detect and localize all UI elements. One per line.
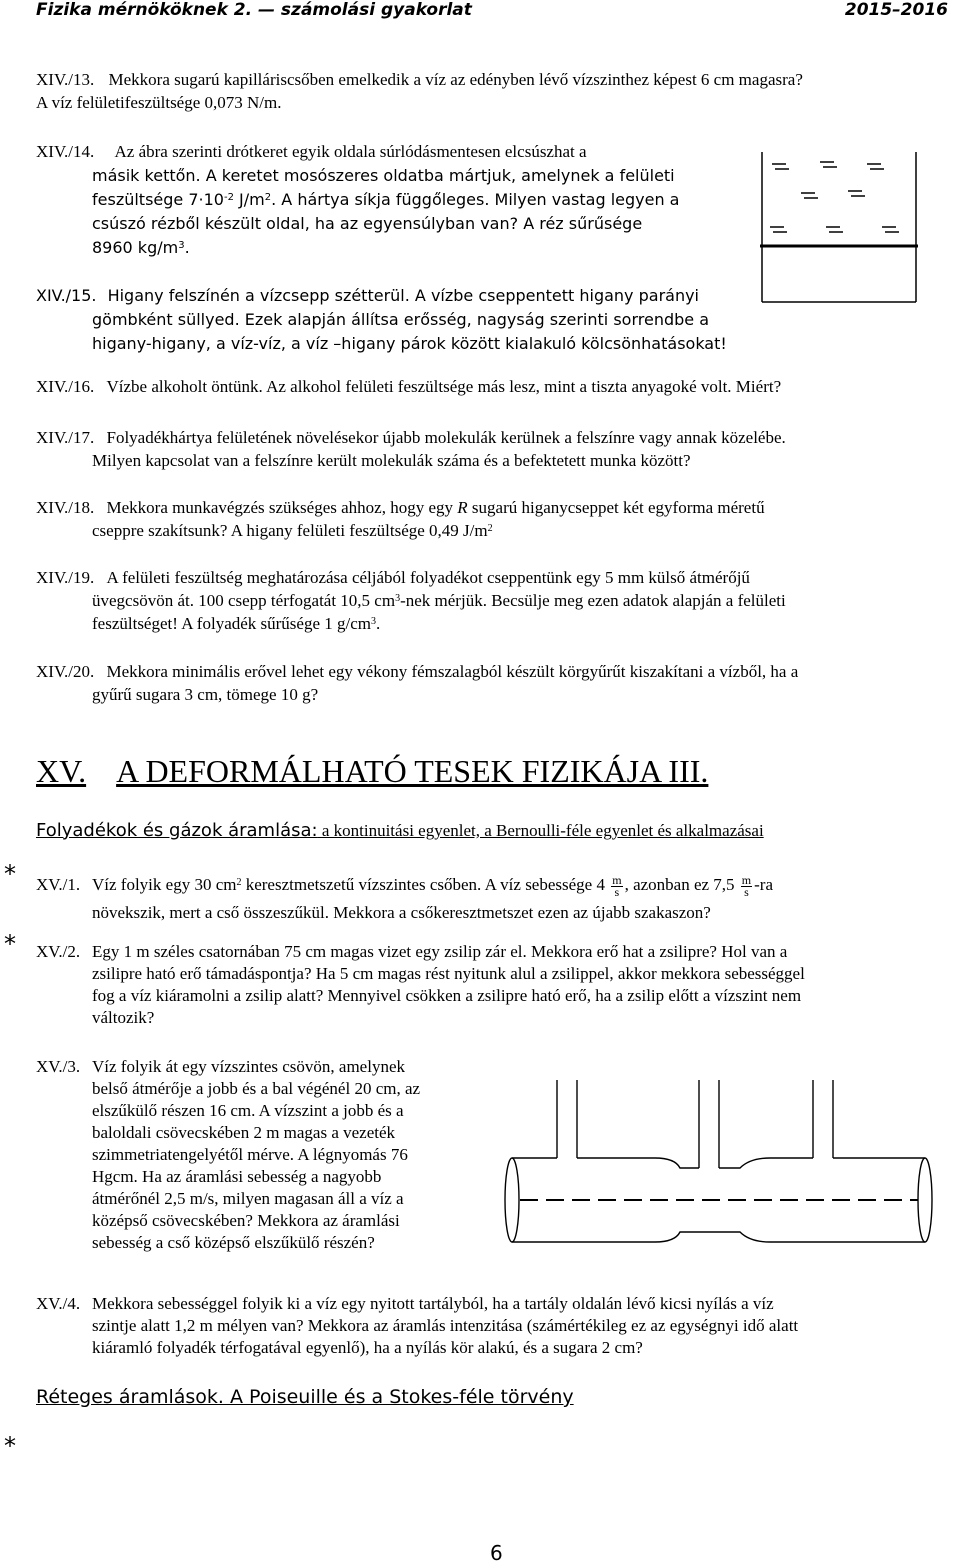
soap-film-marks xyxy=(770,162,899,232)
problem-number: XV./1. xyxy=(36,875,81,894)
problem-text: sebesség a cső középső elszűkülő részén? xyxy=(92,1233,375,1252)
problem-number: XIV./14. xyxy=(36,142,95,161)
problem-text: átmérőnél 2,5 m/s, milyen magasan áll a víz a xyxy=(92,1189,404,1208)
superscript: 2 xyxy=(487,523,493,534)
problem-text: higany-higany, a víz-víz, a víz –higany párok között kialakuló kölcsönhatásokat! xyxy=(92,334,727,353)
problem-text: Higany felszínén a vízcsepp szétterül. A vízbe cseppentett higany parányi xyxy=(107,286,699,305)
problem-text: cseppre szakítsunk? A higany felületi feszültsége 0,49 J/m xyxy=(92,521,488,540)
pipe-lower-wall xyxy=(512,1232,925,1242)
superscript: 3 xyxy=(395,593,401,604)
header-title: Fizika mérnököknek 2. — számolási gyakorlat xyxy=(36,0,472,20)
problem-text: belső átmérője a jobb és a bal végénél 20 cm, az xyxy=(92,1079,421,1098)
problem-text: , azonban ez 7,5 xyxy=(624,875,735,894)
superscript: 3 xyxy=(371,616,377,627)
superscript: -2 xyxy=(223,192,234,203)
problem-text: középső csövecskében? Mekkora az áramlási xyxy=(92,1211,400,1230)
problem-text: baloldali csövecskében 2 m magas a vezeték xyxy=(92,1123,396,1142)
problem-text: Vízbe alkoholt öntünk. Az alkohol felületi feszültsége más lesz, mint a tiszta anyagoké volt. Miért? xyxy=(106,377,782,396)
section-subheading xyxy=(36,820,764,841)
problem-number: XIV./13. xyxy=(36,70,95,89)
problem-text: . A hártya síkja függőleges. Milyen vastag legyen a xyxy=(271,190,680,209)
problem-text: . xyxy=(184,238,190,257)
problem-text: A felületi feszültség meghatározása céljából folyadékot cseppentünk egy 5 mm külső átmérőjű xyxy=(106,568,750,587)
problem-text: növekszik, mert a cső összeszűkül. Mekkora a csőkeresztmetszet ezen az újabb szakaszon? xyxy=(92,903,711,922)
problem-number: XIV./17. xyxy=(36,428,95,447)
chapter-number: XV. xyxy=(36,753,87,789)
problem-text: -nek mérjük. Becsülje meg ezen adatok alapján a felületi xyxy=(400,591,786,610)
problem-number: XIV./19. xyxy=(36,568,95,587)
chapter-heading xyxy=(36,753,708,790)
problem-text: Egy 1 m széles csatornában 75 cm magas vizet egy zsilip zár el. Mekkora erő hat a zsilipre? Hol van a xyxy=(92,942,788,961)
problem-text: gömbként süllyed. Ezek alapján állítsa erősség, nagyság szerinti sorrendbe a xyxy=(92,310,709,329)
section-subheading-laminar: Réteges áramlások. A Poiseuille és a Stokes-féle törvény xyxy=(36,1386,574,1408)
problem-text: Mekkora sebességgel folyik ki a víz egy nyitott tartályból, ha a tartály oldalán lévő kicsi nyílás a víz xyxy=(92,1294,774,1313)
problem-text: másik kettőn. A keretet mosószeres oldatba mártjuk, amelynek a felületi xyxy=(92,166,675,185)
difficulty-star: * xyxy=(4,1432,16,1460)
superscript: 2 xyxy=(236,877,242,888)
problem-text: üvegcsövön át. 100 csepp térfogatát 10,5 cm xyxy=(92,591,396,610)
subheading-main: Folyadékok és gázok áramlása: xyxy=(36,820,318,841)
problem-text: Hgcm. Ha az áramlási sebesség a nagyobb xyxy=(92,1167,382,1186)
problem-text: Mekkora sugarú kapilláriscsőben emelkedik a víz az edényben lévő vízszinthez képest 6 cm magasra? xyxy=(108,70,803,89)
page-header xyxy=(0,0,960,22)
problem-text: feszültséget! A folyadék sűrűsége 1 g/cm xyxy=(92,614,372,633)
wire-frame-figure xyxy=(756,142,926,304)
difficulty-star: * xyxy=(4,930,16,958)
problem-text: csúszó rézből készült oldal, ha az egyensúlyban van? A réz sűrűsége xyxy=(92,214,643,233)
difficulty-star: * xyxy=(4,860,16,888)
problem-text: változik? xyxy=(92,1008,155,1027)
problem-text: Folyadékhártya felületének növelésekor újabb molekulák kerülnek a felszínre vagy annak közelébe. xyxy=(106,428,786,447)
pipe-left-end xyxy=(505,1158,519,1242)
problem-text: J/m xyxy=(233,190,265,209)
problem-text: Mekkora munkavégzés szükséges ahhoz, hogy egy xyxy=(106,498,458,517)
problem-text: elszűkülő részen 16 cm. A vízszint a jobb és a xyxy=(92,1101,404,1120)
problem-number: XV./3. xyxy=(36,1057,81,1076)
problem-text: kiáramló folyadék térfogatával egyenlő), ha a nyílás kör alakú, és a sugara 2 cm? xyxy=(92,1338,643,1357)
problem-text: -ra xyxy=(754,875,774,894)
fraction-m-per-s: $\frac{m}{s}$ xyxy=(741,872,752,899)
chapter-title: A DEFORMÁLHATÓ TESEK FIZIKÁJA III. xyxy=(116,753,709,789)
problem-text: Milyen kapcsolat van a felszínre került molekulák száma és a befektetett munka között? xyxy=(92,451,691,470)
problem-number: XIV./20. xyxy=(36,662,95,681)
problem-text: Víz folyik egy 30 cm xyxy=(92,875,237,894)
problem-text: keresztmetszetű vízszintes csőben. A víz sebessége 4 xyxy=(241,875,605,894)
pipe-right-end xyxy=(918,1158,932,1242)
problem-number: XV./2. xyxy=(36,942,81,961)
problem-text: . xyxy=(376,614,381,633)
problem-text: Víz folyik át egy vízszintes csövön, amelynek xyxy=(92,1057,405,1076)
problem-text: A víz felületifeszültsége 0,073 N/m. xyxy=(36,93,282,112)
problem-number: XV./4. xyxy=(36,1294,81,1313)
problem-text: szintje alatt 1,2 m mélyen van? Mekkora az áramlás intenzitása (számértékileg ez az egységnyi idő alatt xyxy=(92,1316,799,1335)
problem-text: Mekkora minimális erővel lehet egy vékony fémszalagból készült körgyűrűt kiszakítani a vízből, ha a xyxy=(106,662,799,681)
variable-R: R xyxy=(457,498,468,517)
problem-number: XIV./15. xyxy=(36,286,97,305)
problem-text: Az ábra szerinti drótkeret egyik oldala súrlódásmentesen elcsúszhat a xyxy=(114,142,587,161)
problem-text: szimmetriatengelyétől mérve. A légnyomás 76 xyxy=(92,1145,408,1164)
superscript: 2 xyxy=(264,192,272,203)
problem-text: sugarú higanycseppet két egyforma méretű xyxy=(467,498,765,517)
problem-text: 8960 kg/m xyxy=(92,238,179,257)
problem-text: gyűrű sugara 3 cm, tömege 10 g? xyxy=(92,685,319,704)
fraction-m-per-s: $\frac{m}{s}$ xyxy=(612,872,622,899)
problem-number: XIV./16. xyxy=(36,377,95,396)
subheading-detail: a kontinuitási egyenlet, a Bernoulli-féle egyenlet és alkalmazásai xyxy=(317,821,764,840)
problem-text: feszültsége 7·10 xyxy=(92,190,224,209)
header-year: 2015–2016 xyxy=(844,0,948,20)
venturi-pipe-figure xyxy=(500,1060,960,1260)
problem-text: zsilipre ható erő támadáspontja? Ha 5 cm magas rést nyitunk alul a zsilippel, akkor mekkora sebességgel xyxy=(92,964,805,983)
page-number: 6 xyxy=(490,1541,503,1565)
superscript: 3 xyxy=(178,240,185,251)
problem-text: fog a víz kiáramolni a zsilip alatt? Mennyivel csökken a zsilipre ható erő, ha a zsilip előtt a vízszint nem xyxy=(92,986,802,1005)
problem-number: XIV./18. xyxy=(36,498,95,517)
